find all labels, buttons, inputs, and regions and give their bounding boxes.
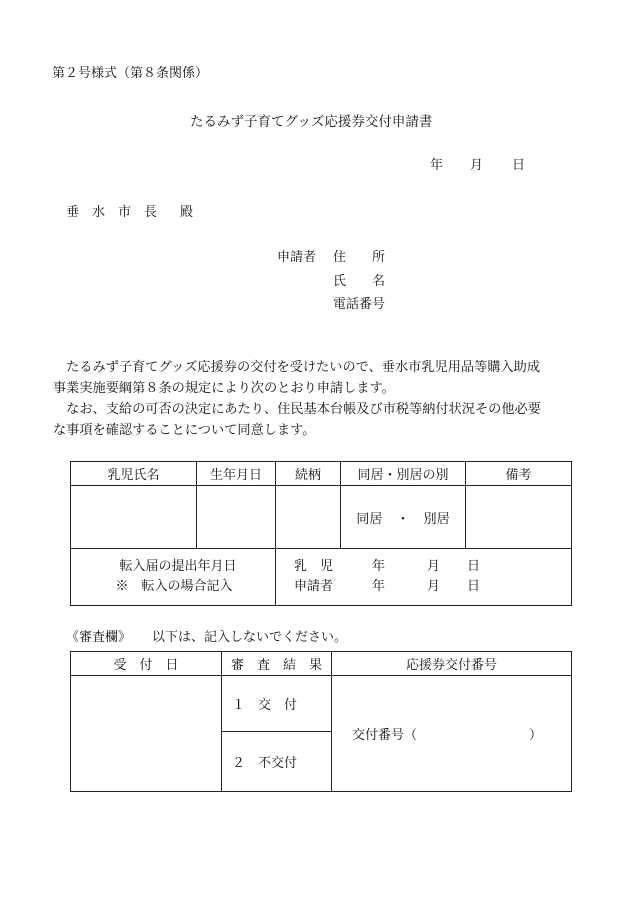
result-grant-option: １ 交 付 xyxy=(222,676,332,732)
received-date-header: 受 付 日 xyxy=(71,652,222,676)
voucher-number-header: 応援券交付番号 xyxy=(332,652,572,676)
move-in-infant-month: 月 xyxy=(427,559,441,574)
remarks-header: 備考 xyxy=(466,462,572,486)
applicant-address-label: 住 所 xyxy=(333,250,386,265)
cohabitation-cell[interactable] xyxy=(341,486,466,549)
cohabitation-header: 同居・別居の別 xyxy=(341,462,466,486)
voucher-number-close: ） xyxy=(529,728,543,743)
move-in-applicant-month: 月 xyxy=(427,579,441,594)
received-date-cell xyxy=(71,676,222,792)
move-in-note: ※ 転入の場合記入 xyxy=(115,579,233,594)
document-title: たるみず子育てグッズ応援券交付申請書 xyxy=(190,114,433,130)
infant-name-cell[interactable] xyxy=(71,486,197,549)
relationship-header: 続柄 xyxy=(276,462,341,486)
addressee-name: 垂 水 市 長 xyxy=(66,205,158,220)
move-in-dates-cell[interactable] xyxy=(276,549,572,606)
move-in-infant-year: 年 xyxy=(372,559,386,574)
remarks-cell[interactable] xyxy=(466,486,572,549)
voucher-number-cell xyxy=(332,676,572,792)
move-in-applicant-label: 申請者 xyxy=(294,579,334,594)
applicant-label: 申請者 xyxy=(277,250,317,265)
relationship-cell[interactable] xyxy=(276,486,341,549)
body-line-3: なお、支給の可否の決定にあたり、住民基本台帳及び市税等納付状況その他必要 xyxy=(53,402,541,417)
cohabit-together-option[interactable]: 同居 xyxy=(356,511,383,527)
cohabit-separator: ・ xyxy=(396,511,410,527)
move-in-infant-row xyxy=(294,557,571,577)
cohabit-apart-option[interactable]: 別居 xyxy=(423,511,450,527)
review-note: 以下は、記入しないでください。 xyxy=(152,630,348,645)
body-text xyxy=(53,357,541,441)
result-deny-option: ２ 不交付 xyxy=(222,732,332,792)
review-table xyxy=(70,651,572,792)
move-in-applicant-day: 日 xyxy=(467,579,481,594)
infant-name-header: 乳児氏名 xyxy=(71,462,197,486)
move-in-applicant-year: 年 xyxy=(372,579,386,594)
date-day-label: 日 xyxy=(512,158,526,173)
move-in-label: 転入届の提出年月日 xyxy=(119,559,237,574)
body-line-4: な事項を確認することについて同意します。 xyxy=(53,423,316,438)
birthdate-header: 生年月日 xyxy=(197,462,276,486)
move-in-infant-day: 日 xyxy=(467,559,481,574)
body-line-2: 事業実施要綱第８条の規定により次のとおり申請します。 xyxy=(53,381,395,396)
birthdate-cell[interactable] xyxy=(197,486,276,549)
infant-table xyxy=(70,461,572,606)
voucher-number-label: 交付番号（ xyxy=(352,728,418,743)
addressee-honorific: 殿 xyxy=(180,205,194,220)
review-heading: 《審査欄》 xyxy=(66,630,132,645)
form-number: 第２号様式（第８条関係） xyxy=(52,66,209,81)
applicant-name-label: 氏 名 xyxy=(333,274,386,289)
move-in-infant-label: 乳 児 xyxy=(294,559,334,574)
applicant-phone-label: 電話番号 xyxy=(333,297,386,312)
move-in-label-cell xyxy=(71,549,276,606)
review-result-header: 審 査 結 果 xyxy=(222,652,332,676)
date-year-label: 年 xyxy=(430,158,444,173)
body-line-1: たるみず子育てグッズ応援券の交付を受けたいので、垂水市乳児用品等購入助成 xyxy=(53,360,541,375)
move-in-applicant-row xyxy=(294,577,571,597)
date-month-label: 月 xyxy=(470,158,484,173)
